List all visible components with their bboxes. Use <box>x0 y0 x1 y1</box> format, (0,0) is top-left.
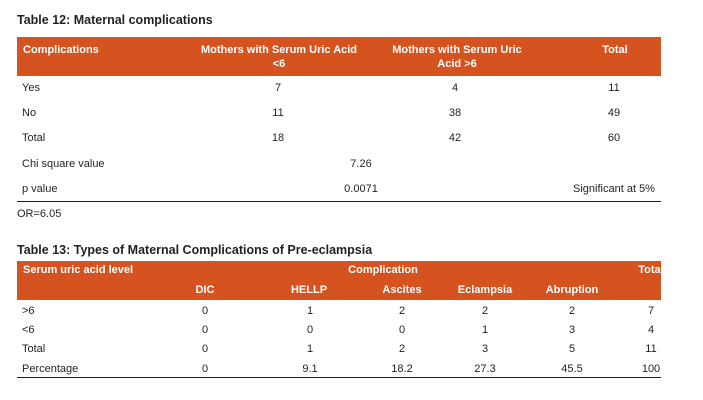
table13-cell: 0 <box>201 305 209 317</box>
table13-row-label: Total <box>22 343 46 355</box>
table12-header <box>17 37 661 76</box>
table13-cell: 2 <box>481 305 489 317</box>
table13-header-complication: Complication <box>348 264 418 276</box>
table13-cell: 0 <box>398 324 406 336</box>
subheader-eclampsia: Eclampsia <box>457 284 513 296</box>
table13-cell: 1 <box>306 343 314 355</box>
table13-cell: 0 <box>201 363 209 375</box>
p-value: 0.0071 <box>344 183 378 195</box>
table13-header-level: Serum uric acid level <box>23 264 134 276</box>
subheader-ascites: Ascites <box>382 284 422 296</box>
table12-row-label: Total <box>22 132 46 144</box>
table13-cell: 3 <box>568 324 576 336</box>
table12-cell: 7 <box>274 82 282 94</box>
table13-cell: 45.5 <box>561 363 583 375</box>
table12-header-lt6: Mothers with Serum Uric Acid <6 <box>200 44 358 70</box>
table12-header-gt6: Mothers with Serum Uric Acid >6 <box>392 44 522 70</box>
table12-row-label: Yes <box>22 82 40 94</box>
chi-square-label: Chi square value <box>22 158 105 170</box>
table13-cell: 7 <box>647 305 655 317</box>
table12-title: Table 12: Maternal complications <box>17 13 213 27</box>
table13-cell: 0 <box>306 324 314 336</box>
table13-cell: 100 <box>641 363 661 375</box>
subheader-dic: DIC <box>195 284 215 296</box>
table13-cell: 27.3 <box>474 363 496 375</box>
table13-cell: 2 <box>568 305 576 317</box>
table13-cell: 9.1 <box>302 363 318 375</box>
table12-cell: 4 <box>451 82 459 94</box>
table13-cell: 4 <box>647 324 655 336</box>
table13-cell: 2 <box>398 305 406 317</box>
chi-square-value: 7.26 <box>350 158 372 170</box>
p-value-label: p value <box>22 183 58 195</box>
table12-row-label: No <box>22 107 37 119</box>
table12-cell: 42 <box>448 132 462 144</box>
table13-cell: 5 <box>568 343 576 355</box>
table12-cell: 11 <box>608 82 620 94</box>
table13-header-total: Total <box>638 264 664 276</box>
table12-cell: 60 <box>607 132 621 144</box>
table13-cell: 1 <box>481 324 489 336</box>
table13-bottom-rule <box>17 377 661 378</box>
table13-title: Table 13: Types of Maternal Complications of Pre-eclampsia <box>17 243 373 257</box>
table12-cell: 49 <box>607 107 621 119</box>
table13-cell: 0 <box>201 343 209 355</box>
table13-cell: 18.2 <box>391 363 413 375</box>
significance-note: Significant at 5% <box>573 183 655 195</box>
table13-row-label: >6 <box>22 305 35 317</box>
subheader-abruption: Abruption <box>545 284 599 296</box>
table12-cell: 18 <box>271 132 285 144</box>
table13-cell: 0 <box>201 324 209 336</box>
table12-cell: 11 <box>272 107 284 119</box>
table13-row-label: <6 <box>22 324 35 336</box>
table13-cell: 1 <box>306 305 314 317</box>
table13-cell: 3 <box>481 343 489 355</box>
table13-cell: 11 <box>645 343 657 355</box>
table12-cell: 38 <box>448 107 462 119</box>
subheader-hellp: HELLP <box>290 284 328 296</box>
table13-cell: 2 <box>398 343 406 355</box>
table12-bottom-rule <box>17 201 661 202</box>
table13-row-label: Percentage <box>22 363 79 375</box>
table13-header <box>17 261 664 300</box>
table12-header-complications: Complications <box>23 44 99 56</box>
odds-ratio-note: OR=6.05 <box>17 208 62 220</box>
table12-header-total: Total <box>602 44 628 56</box>
